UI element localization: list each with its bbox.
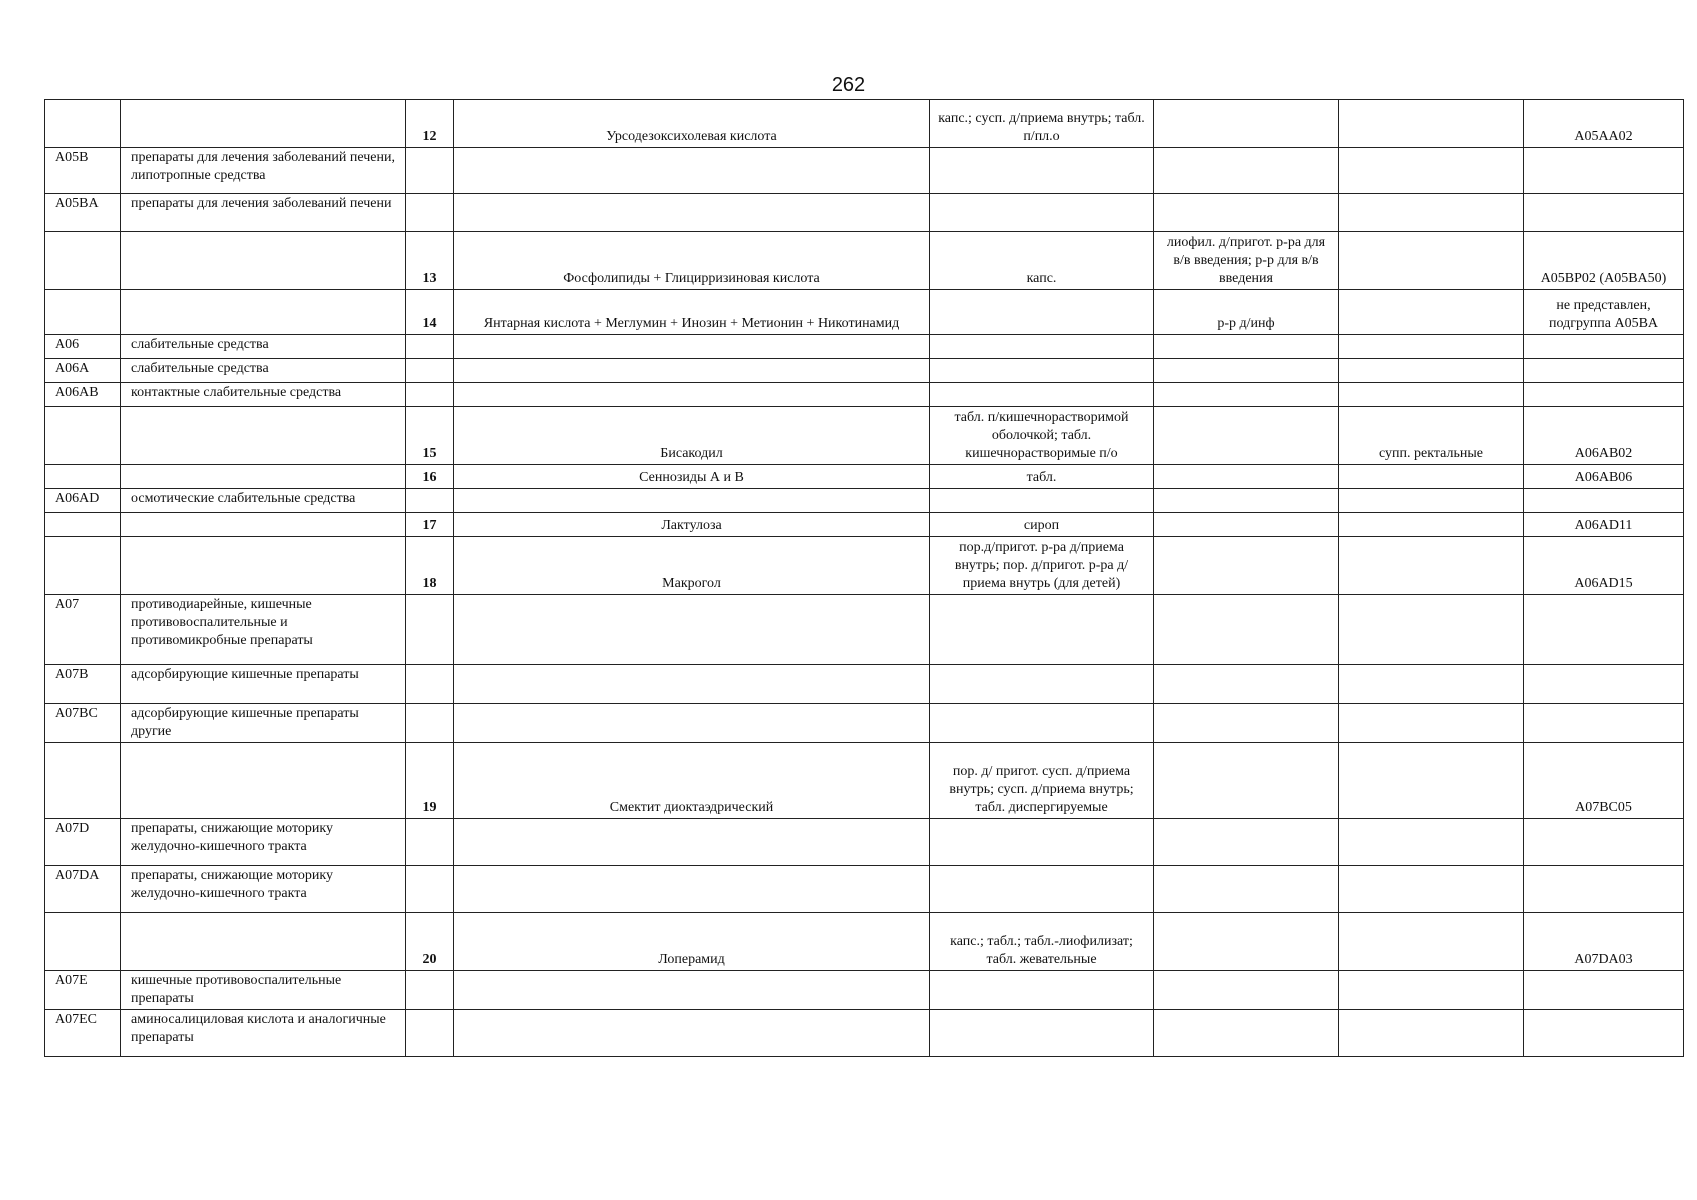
other-form-cell [1339, 383, 1524, 407]
drug-name-cell [454, 359, 930, 383]
drug-name-cell [454, 704, 930, 743]
group-name-cell [121, 513, 406, 537]
other-form-cell [1339, 1010, 1524, 1057]
drug-code-cell: A07DA03 [1524, 913, 1684, 971]
drug-name-cell: Сеннозиды А и В [454, 465, 930, 489]
item-number-cell [406, 665, 454, 704]
injection-form-cell [1154, 704, 1339, 743]
table-row [45, 819, 1684, 866]
dosage-form-cell: пор. д/ пригот. сусп. д/приема внутрь; сусп. д/приема внутрь; табл. диспергируемые [930, 743, 1154, 819]
dosage-form-cell [930, 1010, 1154, 1057]
item-number-cell [406, 1010, 454, 1057]
injection-form-cell [1154, 148, 1339, 194]
other-form-cell [1339, 537, 1524, 595]
drug-name-cell [454, 866, 930, 913]
table-row [45, 489, 1684, 513]
item-number-cell [406, 971, 454, 1010]
drug-code-cell [1524, 489, 1684, 513]
drug-code-cell [1524, 595, 1684, 665]
group-name-cell: препараты для лечения заболеваний печени [121, 194, 406, 232]
injection-form-cell [1154, 489, 1339, 513]
atc-code-cell: A07D [45, 819, 121, 866]
table-row [45, 595, 1684, 665]
atc-code-cell: A07 [45, 595, 121, 665]
atc-code-cell: A07B [45, 665, 121, 704]
atc-code-cell [45, 100, 121, 148]
table-row [45, 913, 1684, 971]
atc-code-cell [45, 513, 121, 537]
other-form-cell [1339, 513, 1524, 537]
atc-code-cell: A06AB [45, 383, 121, 407]
drug-code-cell: A06AB06 [1524, 465, 1684, 489]
group-name-cell: контактные слабительные средства [121, 383, 406, 407]
table-row [45, 743, 1684, 819]
group-name-cell: препараты, снижающие моторику желудочно-кишечного тракта [121, 819, 406, 866]
item-number-cell: 12 [406, 100, 454, 148]
injection-form-cell [1154, 513, 1339, 537]
table-row [45, 335, 1684, 359]
table-row [45, 971, 1684, 1010]
atc-code-cell: A07EC [45, 1010, 121, 1057]
injection-form-cell [1154, 359, 1339, 383]
drug-code-cell [1524, 335, 1684, 359]
other-form-cell [1339, 335, 1524, 359]
dosage-form-cell: табл. п/кишечнорастворимой оболочкой; табл. кишечнорастворимые п/о [930, 407, 1154, 465]
drug-name-cell: Янтарная кислота + Меглумин + Инозин + Метионин + Никотинамид [454, 290, 930, 335]
injection-form-cell: р-р д/инф [1154, 290, 1339, 335]
table-row [45, 359, 1684, 383]
other-form-cell [1339, 971, 1524, 1010]
injection-form-cell [1154, 1010, 1339, 1057]
drug-code-cell: A05AA02 [1524, 100, 1684, 148]
drug-code-cell [1524, 819, 1684, 866]
injection-form-cell [1154, 335, 1339, 359]
table-row [45, 100, 1684, 148]
injection-form-cell [1154, 665, 1339, 704]
item-number-cell: 14 [406, 290, 454, 335]
drug-code-cell: A05BP02 (A05BA50) [1524, 232, 1684, 290]
item-number-cell: 20 [406, 913, 454, 971]
item-number-cell: 18 [406, 537, 454, 595]
drug-name-cell [454, 194, 930, 232]
other-form-cell [1339, 232, 1524, 290]
other-form-cell [1339, 100, 1524, 148]
drug-name-cell: Лактулоза [454, 513, 930, 537]
item-number-cell [406, 359, 454, 383]
other-form-cell [1339, 148, 1524, 194]
injection-form-cell: лиофил. д/пригот. р-ра для в/в введения; р-р для в/в введения [1154, 232, 1339, 290]
item-number-cell: 17 [406, 513, 454, 537]
dosage-form-cell [930, 383, 1154, 407]
atc-code-cell: A07BC [45, 704, 121, 743]
dosage-form-cell [930, 148, 1154, 194]
drug-name-cell: Фосфолипиды + Глицирризиновая кислота [454, 232, 930, 290]
table-row [45, 383, 1684, 407]
atc-code-cell [45, 743, 121, 819]
group-name-cell [121, 743, 406, 819]
injection-form-cell [1154, 194, 1339, 232]
atc-code-cell: A07E [45, 971, 121, 1010]
group-name-cell: адсорбирующие кишечные препараты другие [121, 704, 406, 743]
dosage-form-cell [930, 819, 1154, 866]
dosage-form-cell: капс.; табл.; табл.-лиофилизат; табл. жевательные [930, 913, 1154, 971]
table-row [45, 465, 1684, 489]
dosage-form-cell [930, 595, 1154, 665]
injection-form-cell [1154, 913, 1339, 971]
dosage-form-cell [930, 866, 1154, 913]
drug-name-cell: Смектит диоктаэдрический [454, 743, 930, 819]
group-name-cell: аминосалициловая кислота и аналогичные препараты [121, 1010, 406, 1057]
dosage-form-cell [930, 665, 1154, 704]
drug-name-cell: Бисакодил [454, 407, 930, 465]
drug-name-cell: Урсодезоксихолевая кислота [454, 100, 930, 148]
other-form-cell [1339, 866, 1524, 913]
item-number-cell [406, 383, 454, 407]
injection-form-cell [1154, 465, 1339, 489]
other-form-cell [1339, 194, 1524, 232]
other-form-cell [1339, 595, 1524, 665]
table-row [45, 665, 1684, 704]
drug-code-cell [1524, 148, 1684, 194]
group-name-cell: кишечные противовоспалительные препараты [121, 971, 406, 1010]
other-form-cell [1339, 819, 1524, 866]
drug-name-cell [454, 595, 930, 665]
injection-form-cell [1154, 743, 1339, 819]
item-number-cell [406, 819, 454, 866]
drug-name-cell: Лоперамид [454, 913, 930, 971]
drug-code-cell [1524, 359, 1684, 383]
drug-code-cell [1524, 383, 1684, 407]
dosage-form-cell: пор.д/пригот. р-ра д/приема внутрь; пор. д/пригот. р-ра д/приема внутрь (для детей) [930, 537, 1154, 595]
atc-code-cell [45, 232, 121, 290]
item-number-cell [406, 194, 454, 232]
drug-code-cell: не представлен, подгруппа A05BA [1524, 290, 1684, 335]
table-row [45, 148, 1684, 194]
dosage-form-cell: табл. [930, 465, 1154, 489]
table-row [45, 232, 1684, 290]
drug-name-cell [454, 665, 930, 704]
drug-code-cell [1524, 866, 1684, 913]
item-number-cell [406, 595, 454, 665]
group-name-cell: слабительные средства [121, 359, 406, 383]
injection-form-cell [1154, 407, 1339, 465]
other-form-cell [1339, 359, 1524, 383]
group-name-cell: осмотические слабительные средства [121, 489, 406, 513]
dosage-form-cell [930, 704, 1154, 743]
atc-code-cell [45, 913, 121, 971]
injection-form-cell [1154, 971, 1339, 1010]
group-name-cell [121, 407, 406, 465]
atc-code-cell [45, 290, 121, 335]
atc-code-cell: A06A [45, 359, 121, 383]
drug-code-cell: A06AD11 [1524, 513, 1684, 537]
drug-code-cell [1524, 665, 1684, 704]
drug-code-cell [1524, 194, 1684, 232]
group-name-cell [121, 100, 406, 148]
drug-code-cell: A07BC05 [1524, 743, 1684, 819]
table-row [45, 407, 1684, 465]
dosage-form-cell [930, 359, 1154, 383]
group-name-cell: противодиарейные, кишечные противовоспалительные и противомикробные препараты [121, 595, 406, 665]
atc-code-cell [45, 537, 121, 595]
drug-name-cell [454, 489, 930, 513]
drug-table [44, 99, 1684, 1057]
drug-name-cell [454, 971, 930, 1010]
atc-code-cell: A07DA [45, 866, 121, 913]
table-row [45, 704, 1684, 743]
injection-form-cell [1154, 383, 1339, 407]
group-name-cell [121, 465, 406, 489]
table-row [45, 537, 1684, 595]
group-name-cell: слабительные средства [121, 335, 406, 359]
item-number-cell [406, 335, 454, 359]
injection-form-cell [1154, 537, 1339, 595]
dosage-form-cell [930, 290, 1154, 335]
drug-name-cell [454, 819, 930, 866]
table-row [45, 866, 1684, 913]
drug-name-cell [454, 335, 930, 359]
injection-form-cell [1154, 866, 1339, 913]
group-name-cell [121, 290, 406, 335]
drug-name-cell [454, 383, 930, 407]
table-row [45, 194, 1684, 232]
item-number-cell: 16 [406, 465, 454, 489]
table-row [45, 290, 1684, 335]
dosage-form-cell [930, 335, 1154, 359]
drug-code-cell [1524, 971, 1684, 1010]
dosage-form-cell [930, 489, 1154, 513]
item-number-cell: 19 [406, 743, 454, 819]
injection-form-cell [1154, 819, 1339, 866]
atc-code-cell: A06AD [45, 489, 121, 513]
table-row [45, 1010, 1684, 1057]
group-name-cell [121, 232, 406, 290]
atc-code-cell [45, 465, 121, 489]
other-form-cell [1339, 743, 1524, 819]
item-number-cell [406, 489, 454, 513]
dosage-form-cell: капс.; сусп. д/приема внутрь; табл. п/пл.о [930, 100, 1154, 148]
other-form-cell [1339, 665, 1524, 704]
table-row [45, 513, 1684, 537]
item-number-cell [406, 148, 454, 194]
dosage-form-cell: сироп [930, 513, 1154, 537]
atc-code-cell: A05B [45, 148, 121, 194]
group-name-cell [121, 913, 406, 971]
item-number-cell [406, 704, 454, 743]
item-number-cell [406, 866, 454, 913]
atc-code-cell [45, 407, 121, 465]
page-number: 262 [831, 74, 866, 96]
group-name-cell: препараты, снижающие моторику желудочно-кишечного тракта [121, 866, 406, 913]
item-number-cell: 15 [406, 407, 454, 465]
dosage-form-cell [930, 971, 1154, 1010]
group-name-cell [121, 537, 406, 595]
drug-code-cell [1524, 1010, 1684, 1057]
drug-name-cell [454, 148, 930, 194]
drug-name-cell [454, 1010, 930, 1057]
other-form-cell [1339, 704, 1524, 743]
group-name-cell: препараты для лечения заболеваний печени, липотропные средства [121, 148, 406, 194]
drug-code-cell: A06AB02 [1524, 407, 1684, 465]
item-number-cell: 13 [406, 232, 454, 290]
other-form-cell [1339, 489, 1524, 513]
other-form-cell [1339, 465, 1524, 489]
injection-form-cell [1154, 595, 1339, 665]
other-form-cell: супп. ректальные [1339, 407, 1524, 465]
injection-form-cell [1154, 100, 1339, 148]
atc-code-cell: A06 [45, 335, 121, 359]
other-form-cell [1339, 913, 1524, 971]
other-form-cell [1339, 290, 1524, 335]
group-name-cell: адсорбирующие кишечные препараты [121, 665, 406, 704]
drug-code-cell [1524, 704, 1684, 743]
dosage-form-cell: капс. [930, 232, 1154, 290]
drug-code-cell: A06AD15 [1524, 537, 1684, 595]
drug-name-cell: Макрогол [454, 537, 930, 595]
atc-code-cell: A05BA [45, 194, 121, 232]
dosage-form-cell [930, 194, 1154, 232]
